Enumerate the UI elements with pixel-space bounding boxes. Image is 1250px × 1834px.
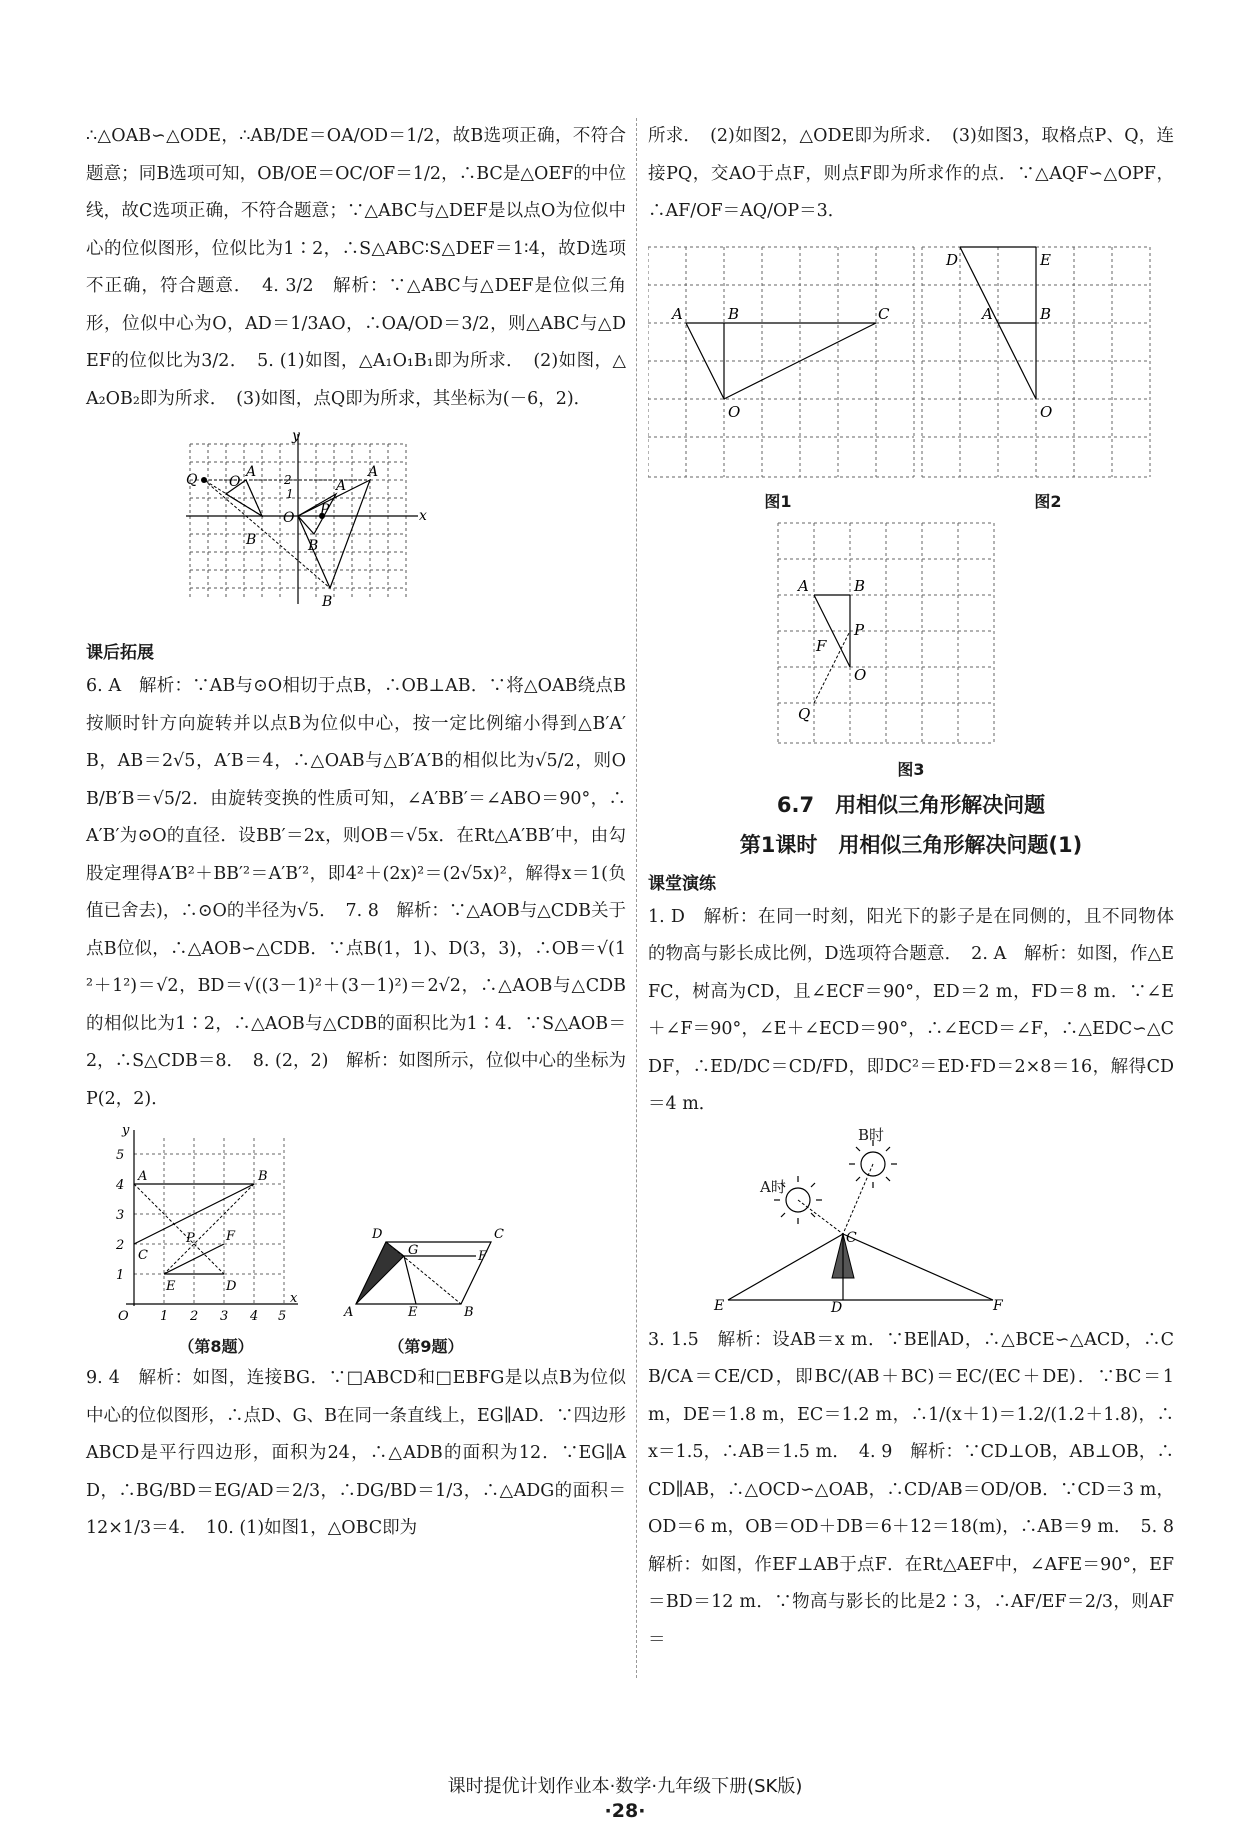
svg-text:B: B (322, 594, 333, 610)
svg-text:4: 4 (250, 1309, 259, 1324)
svg-text:A: A (672, 304, 683, 323)
left-paragraph-1: ∴△OAB∽△ODE，∴AB/DE＝OA/OD＝1/2，故B选项正确，不符合题意；同B选项可知，OB/OE＝OC/OF＝1/2，∴BC是△OEF的中位线，故C选项正确，不符合题意；∵△ABC与△DEF是以点O为位似中心的位似图形，位似比为1∶2，∴S△ABC∶S△DEF＝1∶4，故D选项不正确，符合题意． 4. 3/2 解析：∵△ABC与△DEF是位似三角形，位似中心为O，AD＝1/3AO，∴OA/OD＝3/2，则△ABC与△DEF的位似比为3/2． 5. (1)如图，△A₁O₁B₁即为所求． (2)如图，△A₂OB₂即为所求． (3)如图，点Q即为所求，其坐标为(－6，2)． (86, 126, 626, 409)
svg-text:Q: Q (798, 704, 811, 723)
svg-text:C: C (138, 1248, 148, 1263)
svg-text:B: B (728, 304, 740, 323)
svg-text:E: E (408, 1305, 418, 1320)
svg-text:A: A (344, 1305, 354, 1320)
svg-text:4: 4 (116, 1178, 125, 1193)
coordinate-figure-q5 (86, 424, 626, 624)
page-number: ·28· (604, 1800, 646, 1822)
svg-text:P: P (186, 1231, 195, 1246)
right-paragraph-3: 3. 1.5 解析：设AB＝x m．∵BE∥AD，∴△BCE∽△ACD，∴CB/CA＝CE/CD，即BC/(AB＋BC)＝EC/(EC＋DE)．∵BC＝1 m，DE＝1.8 m，EC＝1.2 m，∴1/(x＋1)＝1.2/(1.2＋1.8)，∴x＝1.5，∴AB＝1.5 m． 4. 9 解析：∵CD⊥OB，AB⊥OB，∴CD∥AB，∴△OCD∽△OAB，∴CD/AB＝OD/OB．∵CD＝3 m，OD＝6 m，OB＝OD＋DB＝6＋12＝18(m)，∴AB＝9 m． 5. 8 解析：如图，作EF⊥AB于点F．在Rt△AEF中，∠AFE＝90°，EF＝BD＝12 m．∵物高与影长的比是2∶3，∴AF/EF＝2/3，则AF＝ (648, 1329, 1192, 1650)
svg-text:x: x (419, 508, 427, 524)
sun-shadow-figure (648, 1125, 1174, 1316)
svg-text:1: 1 (116, 1268, 125, 1283)
svg-text:D: D (372, 1227, 383, 1242)
heading-lesson-1: 第1课时 用相似三角形解决问题(1) (739, 832, 1083, 857)
svg-text:O: O (229, 474, 241, 490)
svg-text:D: D (226, 1279, 237, 1294)
svg-text:3: 3 (116, 1208, 125, 1223)
sun-shadow-diagram (648, 1130, 1174, 1316)
svg-text:y: y (122, 1124, 130, 1138)
section-label-classroom: 课堂演练 (648, 873, 716, 894)
svg-text:O: O (728, 402, 741, 421)
svg-text:1: 1 (160, 1309, 169, 1324)
grid-diagram-fig1-fig2 (648, 237, 1174, 482)
svg-text:2: 2 (116, 1238, 125, 1253)
heading-section-6-7: 6.7 用相似三角形解决问题 (776, 792, 1046, 817)
left-paragraph-2: 6. A 解析：∵AB与⊙O相切于点B，∴OB⊥AB．∵将△OAB绕点B按顺时针方向旋转并以点B为位似中心，按一定比例缩小得到△B′A′B，AB＝2√5，A′B＝4，∴△OAB与△B′A′B的相似比为√5/2，则OB/B′B＝√5/2．由旋转变换的性质可知，∠A′BB′＝∠ABO＝90°，∴A′B′为⊙O的直径．设BB′＝2x，则OB＝√5x．在Rt△A′BB′中，由勾股定理得A′B²＋BB′²＝A′B′²，即4²＋(2x)²＝(2√5x)²，解得x＝1(负值已舍去)，∴⊙O的半径为√5． 7. 8 解析：∵△AOB与△CDB关于点B位似，∴△AOB∽△CDB．∵点B(1，1)、D(3，3)，∴OB＝√(1²＋1²)＝√2，BD＝√((3－1)²＋(3－1)²)＝2√2，∴△AOB与△CDB的相似比为1∶2，∴△AOB与△CDB的面积比为1∶4．∵S△AOB＝2，∴S△CDB＝8． 8. (2，2) 解析：如图所示，位似中心的坐标为P(2，2)． (86, 676, 626, 1109)
section-label-extension: 课后拓展 (86, 643, 154, 663)
svg-text:B: B (258, 1169, 268, 1184)
svg-text:P: P (320, 502, 330, 518)
caption-fig1: 图1 (764, 491, 792, 511)
caption-fig2: 图2 (1034, 491, 1062, 511)
svg-text:A: A (798, 576, 809, 595)
svg-text:5: 5 (278, 1309, 287, 1324)
svg-text:x: x (290, 1291, 298, 1306)
svg-text:2: 2 (190, 1309, 199, 1324)
svg-text:B: B (854, 576, 866, 595)
right-paragraph-1: 所求． (2)如图2，△ODE即为所求． (3)如图3，取格点P、Q，连接PQ，交AO于点F，则点F即为所求作的点．∵△AQF∽△OPF，∴AF/OF＝AQ/OP＝3． (648, 126, 1174, 221)
svg-text:O: O (283, 510, 295, 526)
svg-text:A: A (138, 1169, 148, 1184)
page-footer: 课时提优计划作业本·数学·九年级下册(SK版) (447, 1776, 803, 1797)
left-paragraph-3: 9. 4 解析：如图，连接BG．∵□ABCD和□EBFG是以点B为位似中心的位似图形，∴点D、G、B在同一条直线上，EG∥AD．∵四边形ABCD是平行四边形，面积为24，∴△ADB的面积为12．∵EG∥AD，∴BG/BD＝EG/AD＝2/3，∴DG/BD＝1/3，∴△ADG的面积＝12×1/3＝4． 10. (1)如图1，△OBC即为 (86, 1368, 626, 1538)
svg-text:D: D (946, 250, 959, 269)
grid-diagram-fig3 (648, 515, 1174, 750)
svg-text:C: C (846, 1229, 857, 1246)
label-sun-a: A时 (760, 1177, 786, 1196)
label-sun-b: B时 (858, 1125, 885, 1144)
figures-1-2 (648, 237, 1174, 509)
svg-text:F: F (478, 1249, 488, 1264)
svg-text:B: B (1040, 304, 1052, 323)
svg-text:A: A (982, 304, 993, 323)
svg-text:G: G (408, 1243, 419, 1258)
svg-text:B: B (246, 532, 257, 548)
svg-text:A: A (336, 478, 347, 494)
svg-text:y: y (292, 428, 300, 444)
svg-text:D: D (831, 1299, 843, 1316)
svg-text:E: E (166, 1279, 176, 1294)
svg-text:B: B (308, 538, 319, 554)
svg-text:P: P (854, 620, 865, 639)
right-paragraph-2: 1. D 解析：在同一时刻，阳光下的影子是在同侧的，且不同物体的物高与影长成比例，D选项符合题意． 2. A 解析：如图，作△EFC，树高为CD，且∠ECF＝90°，ED＝2 m，FD＝8 m．∵∠E＋∠F＝90°，∠E＋∠ECD＝90°，∴∠ECD＝∠F，∴△EDC∽△CDF，∴ED/DC＝CD/FD，即DC²＝ED·FD＝2×8＝16，解得CD＝4 m． (648, 906, 1174, 1114)
caption-fig3: 图3 (897, 759, 925, 779)
svg-text:O: O (1040, 402, 1053, 421)
figures-q8-q9 (86, 1124, 626, 1354)
caption-q8: （第8题） (178, 1337, 254, 1356)
svg-text:1: 1 (286, 487, 294, 501)
svg-text:A: A (368, 464, 379, 480)
svg-text:Q: Q (186, 472, 198, 488)
svg-text:C: C (494, 1227, 504, 1242)
svg-text:E: E (1040, 250, 1051, 269)
svg-text:5: 5 (116, 1148, 125, 1163)
svg-text:O: O (118, 1309, 129, 1324)
sun-icon (774, 1140, 897, 1224)
right-column (648, 118, 1192, 1659)
svg-text:F: F (993, 1297, 1003, 1314)
svg-text:2: 2 (284, 473, 292, 487)
svg-text:E: E (714, 1297, 725, 1314)
svg-text:O: O (854, 665, 867, 684)
left-column (86, 118, 626, 1548)
figure-3 (648, 515, 1174, 779)
svg-text:A: A (246, 464, 257, 480)
grid-diagram-q5 (86, 424, 626, 624)
svg-text:F: F (226, 1229, 236, 1244)
column-divider (636, 118, 637, 1678)
grid-diagram-q8 (86, 1124, 626, 1329)
svg-text:B: B (464, 1305, 474, 1320)
svg-text:3: 3 (220, 1309, 229, 1324)
svg-text:C: C (878, 304, 890, 323)
caption-q9: （第9题） (388, 1337, 464, 1356)
svg-text:F: F (816, 636, 827, 655)
